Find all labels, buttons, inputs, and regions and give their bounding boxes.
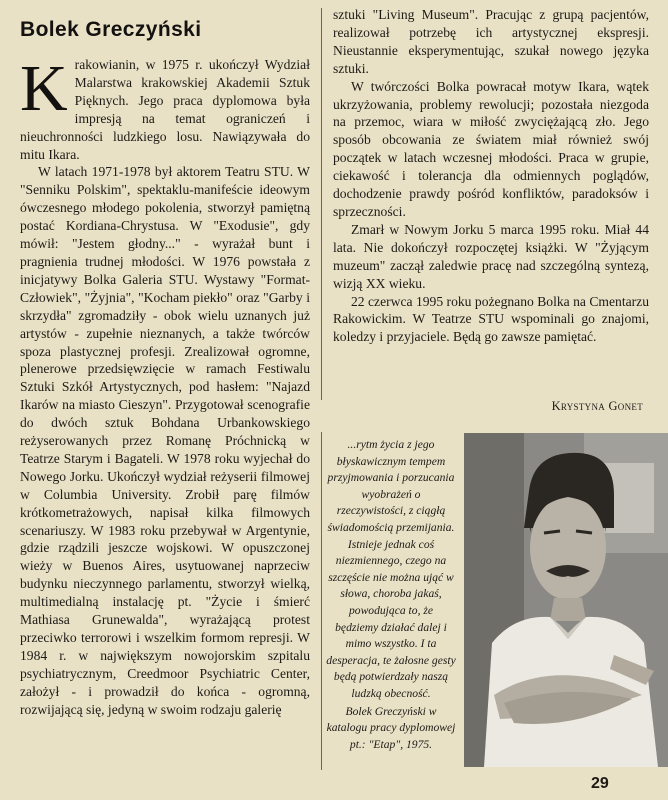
article-column-left bbox=[20, 52, 310, 719]
biography-paragraph: W latach 1971-1978 był aktorem Teatru STU. W "Senniku Polskim", spektaklu-manifeście ideowym ówczesnego młodego pokolenia, stworzył pamiętną postać Kordiana-Chrystusa. W "Exodusie", gdy mówił: "Jestem głodny..." - wyrażał bunt i pragnienia trudnej młodości. W 1976 powstała z inicjatywy Bolka Galeria STU. Wystawy "Format-Człowiek", "Żyjnia", "Kocham piekło" oraz "Garby i skrzydła" zgromadziły - obok wielu uznanych już artystów - zupełnie nieznanych, a także twórców spoza plastycznej profesji. Zrealizował ogromne, plenerowe przedsięwzięcie w ramach Festiwalu Sztuki Szkół Artystycznych, pod hasłem: "Najazd Ikarów na miasto Cieszyn". Przygotował scenografie do dwóch sztuk Bohdana Urbankowskiego reżyserowanych przez Romanę Próchnicką w Teatrze Starym i Bagateli. W 1978 roku wyjechał do Nowego Jorku. Ukończył wydział reżyserii filmowej w Columbia University. Zrobił parę filmów krótkometrażowych, napisał kilka filmowych scenariuszy. W 1983 roku przebywał w Argentynie, gdzie rządzili jeszcze wojskowi. W opuszczonej wieży w Buenos Aires, usytuowanej naprzeciw budynku nieczynnego parlamentu, stworzył wielką, multimedialną instalację pt. "Życie i śmierć Mathiasa Grunewalda", wyrażającą protest przeciwko terrorowi i wszelkim formom represji. W 1984 r. w największym nowojorskim szpitalu psychiatrycznym, Creedmoor Psychiatric Center, założył - i prowadził do końca - ogromną, rozwijającą się, jedyną w swoim rodzaju galerię bbox=[20, 164, 310, 717]
article-title: Bolek Greczyński bbox=[20, 18, 202, 41]
intro-paragraph bbox=[20, 52, 310, 163]
quote-attribution: Bolek Greczyński w katalogu pracy dyplomowej pt.: "Etap", 1975. bbox=[326, 704, 456, 751]
article-column-right bbox=[333, 6, 649, 346]
column-divider-bottom bbox=[321, 432, 322, 770]
drop-cap: K bbox=[20, 52, 68, 125]
article-author: Krystyna Gonet bbox=[551, 399, 643, 413]
biography-paragraph-continued: sztuki "Living Museum". Pracując z grupą pacjentów, realizował potrzebę ich artystycznej ekspresji. Nieustannie eksperymentując, szukał nowego języka sztuki. bbox=[333, 7, 649, 76]
column-divider-top bbox=[321, 8, 322, 400]
page-number: 29 bbox=[591, 775, 609, 792]
pull-quote bbox=[326, 437, 456, 753]
portrait-illustration bbox=[464, 433, 668, 767]
themes-paragraph: W twórczości Bolka powracał motyw Ikara, wątek ukrzyżowania, problemy rewolucji; pozostała niezgoda na przemoc, wiara w miłość zwyciężającą zło. Jego sposób obcowania ze światem miał również swój początek w latach wczesnej młodości. Praca w grupie, ciekawość i tolerancja dla odmiennych poglądów, dochodzenie prawdy pośród konfliktów, paradoksów i sprzeczności. bbox=[333, 78, 649, 219]
portrait-photo bbox=[464, 433, 668, 767]
death-paragraph: Zmarł w Nowym Jorku 5 marca 1995 roku. Miał 44 lata. Nie dokończył rozpoczętej książki. W "Żyjącym muzeum" zaczął zaledwie pracę nad szczególną syntezą, wizją XX wieku. bbox=[333, 221, 649, 291]
intro-text: rakowianin, w 1975 r. ukończył Wydział Malarstwa krakowskiej Akademii Sztuk Pięknych. Jego praca dyplomowa była impresją na temat ograniczeń i nieuchronności ludzkiego losu. Nawiązywała do mitu Ikara. bbox=[20, 57, 310, 162]
funeral-paragraph: 22 czerwca 1995 roku pożegnano Bolka na Cmentarzu Rakowickim. W Teatrze STU wspominali go znajomi, koledzy i przyjaciele. Będą go zawsze pamiętać. bbox=[333, 293, 649, 345]
quote-text: ...rytm życia z jego błyskawicznym tempem przyjmowania i porzucania wyobrażeń o rzeczywistości, z ciągłą świadomością przemijania. Istnieje jednak coś niezmiennego, czego na szczęście nie można ująć w słowa, choroba jakaś, powodująca to, że będziemy działać dalej i mimo wszystko. I ta desperacja, te żałosne gesty będą potwierdzały naszą ludzką obecność. bbox=[326, 438, 456, 700]
